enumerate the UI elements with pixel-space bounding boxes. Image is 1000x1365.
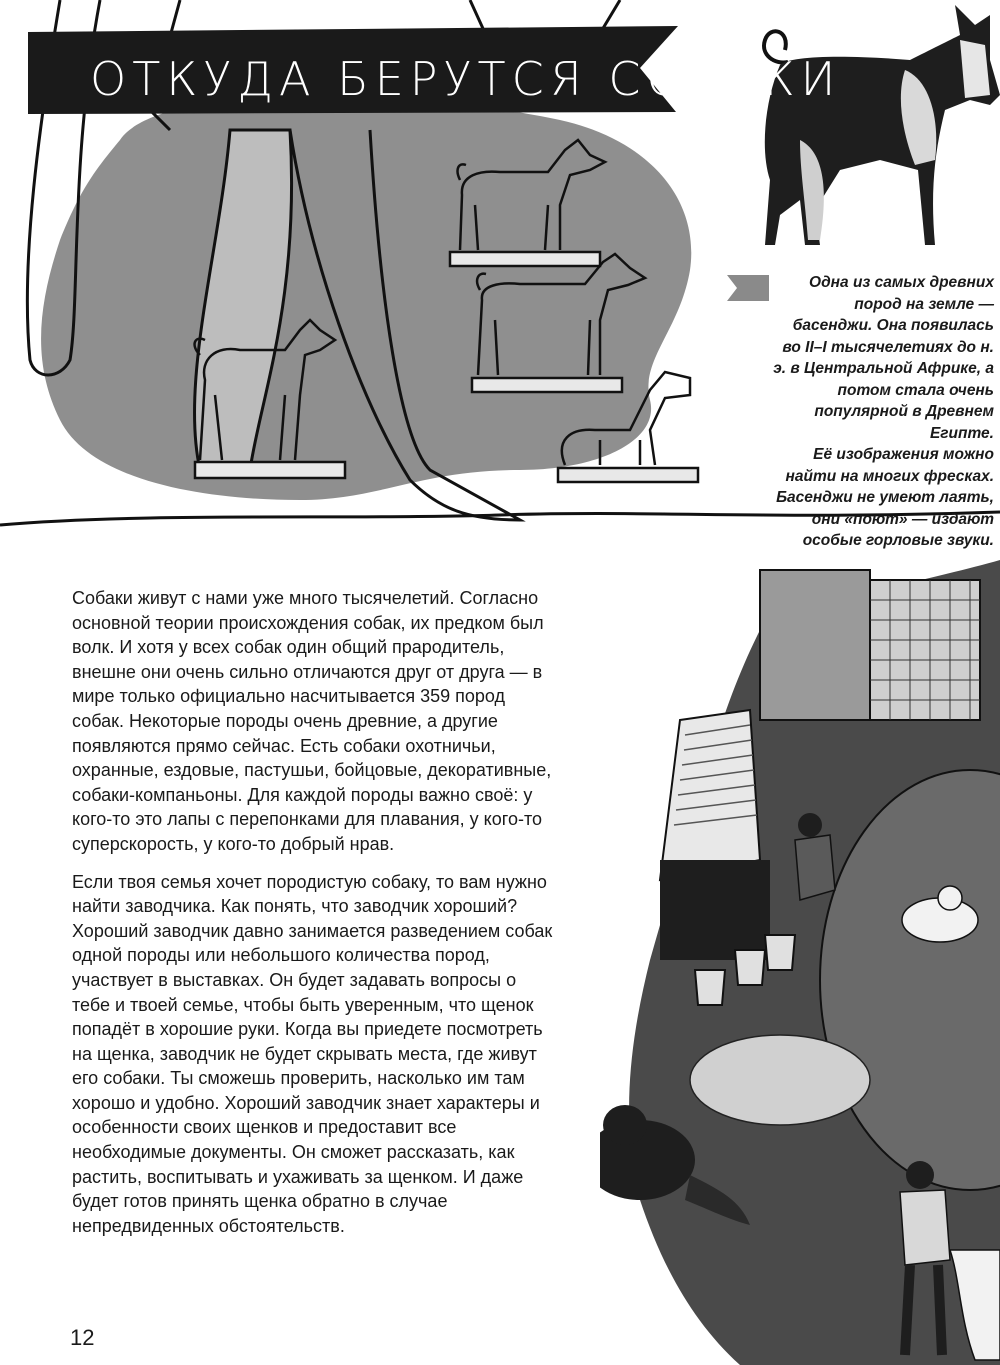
caption-paragraph: Её изображения можно найти на многих фресках. Басенджи не умеют лаять, они «поют» — издают особые горловые звуки. [776, 446, 994, 549]
article-paragraph: Если твоя семья хочет породистую собаку, то вам нужно найти заводчика. Как понять, что заводчик хороший? Хороший заводчик давно занимается разведением собак одной породы или небольшого количества пород, участвует в выставках. Он будет задавать вопросы о тебе и твоей семье, чтобы быть уверенным, что щенок попадёт в хорошие руки. Когда вы приедете посмотреть на щенка, заводчик не будет скрывать места, где живут его собаки. Ты сможешь проверить, насколько им там хорошо и удобно. Хороший заводчик знает характеры и особенности своих щенков и предоставит все необходимые документы. Он сможет рассказать, как растить, воспитывать и ухаживать за щенком. И даже будет готов принять щенка обратно в случае непредвиденных обстоятельств. [72, 871, 553, 1236]
hay-pile [690, 1035, 870, 1125]
main-article [72, 586, 558, 1251]
caption-paragraph: Одна из самых древних пород на земле — басенджи. Она появилась во II–I тысячелетиях до н. э. в Центральной Африке, а потом стала очень популярной в Древнем Египте. [773, 274, 994, 442]
article-paragraph: Собаки живут с нами уже много тысячелетий. Согласно основной теории происхождения собак, их предком был волк. И хотя у всех собак один общий прародитель, внешне они очень сильно отличаются друг от друга — в мире только официально насчитывается 359 пород собак. Некоторые породы очень древние, а другие появляются прямо сейчас. Есть собаки охотничьи, охранные, ездовые, пастушьи, бойцовые, декоративные, собаки-компаньоны. Для каждой породы важно своё: у кого-то это лапы с перепонками для плавания, у кого-то суперскорость, у кого-то добрый нрав. [72, 588, 552, 854]
doghouse [660, 710, 770, 960]
kennel-illustration [600, 560, 1000, 1365]
page-number: 12 [70, 1325, 95, 1350]
caption-flag-icon [727, 275, 769, 301]
basenji-dog-drawing [764, 5, 1000, 245]
fence-panels [760, 570, 980, 720]
page-title: ОТКУДА БЕРУТСЯ СОБАКИ [90, 52, 842, 106]
title-banner [28, 22, 842, 117]
basenji-caption [772, 272, 994, 552]
